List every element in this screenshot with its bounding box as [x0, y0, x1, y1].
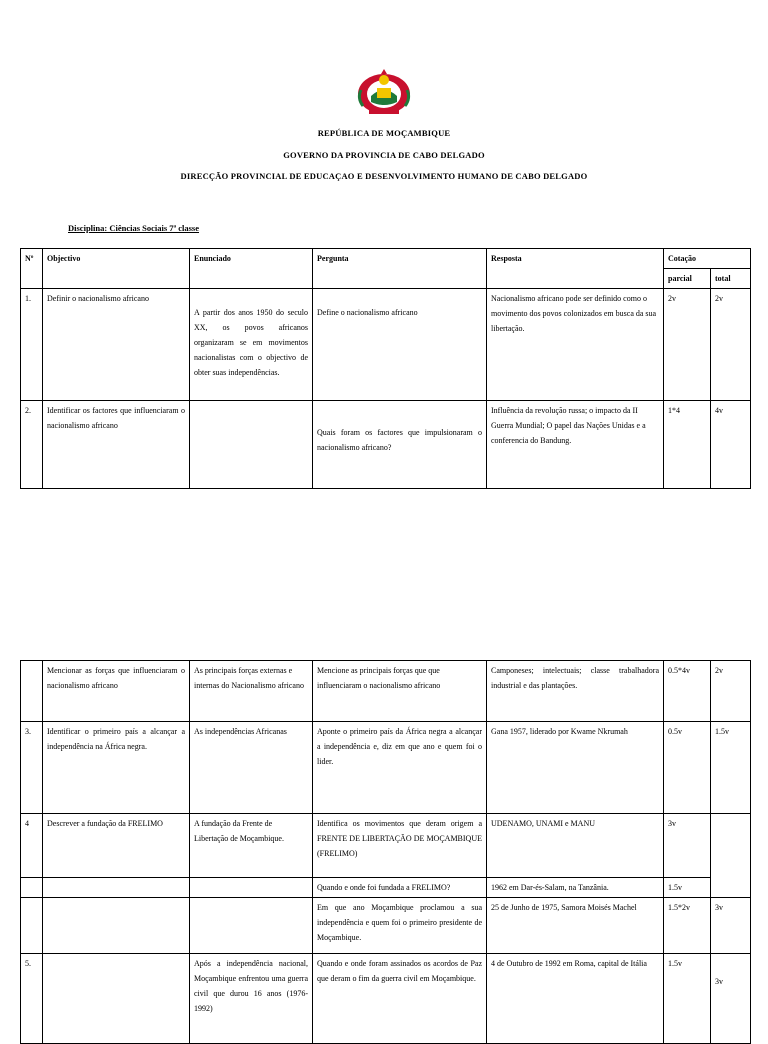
row-statement: As independências Africanas — [190, 722, 313, 814]
row-answer: UDENAMO, UNAMI e MANU — [487, 814, 664, 878]
row-objective: Identificar o primeiro país a alcançar a independência na África negra. — [43, 722, 190, 814]
header-government: GOVERNO DA PROVINCIA DE CABO DELGADO — [283, 150, 485, 160]
row-number — [21, 898, 43, 954]
row-number: 4 — [21, 814, 43, 878]
row-partial: 0.5*4v — [664, 661, 711, 722]
header-republic: REPÚBLICA DE MOÇAMBIQUE — [317, 128, 451, 138]
row-question: Em que ano Moçambique proclamou a sua independência e quem foi o primeiro presidente de Moçambique. — [313, 898, 487, 954]
row-number: 5. — [21, 954, 43, 1044]
row-objective — [43, 954, 190, 1044]
row-number: 1. — [21, 289, 43, 401]
row-statement — [190, 401, 313, 489]
table-row — [21, 954, 751, 1044]
table-row — [21, 878, 751, 898]
row-partial: 0.5v — [664, 722, 711, 814]
row-objective — [43, 898, 190, 954]
row-total: 4v — [711, 401, 751, 489]
col-header-statement: Enunciado — [190, 249, 313, 289]
table-row — [21, 401, 751, 489]
row-answer: Influência da revolução russa; o impacto da II Guerra Mundial; O papel das Nações Unidas e a conferencia do Bandung. — [487, 401, 664, 489]
row-statement: Após a independência nacional, Moçambique enfrentou uma guerra civil que durou 16 anos (1976-1992) — [190, 954, 313, 1044]
row-statement — [190, 878, 313, 898]
header-directorate: DIRECÇÃO PROVINCIAL DE EDUCAÇAO E DESENVOLVIMENTO HUMANO DE CABO DELGADO — [180, 171, 588, 181]
row-objective — [43, 878, 190, 898]
row-total: 2v — [711, 289, 751, 401]
row-question: Define o nacionalismo africano — [313, 289, 487, 401]
col-header-score: Cotação — [664, 249, 751, 269]
table-row — [21, 289, 751, 401]
row-total: 2v — [711, 661, 751, 722]
row-question: Mencione as principais forças que que influenciaram o nacionalismo africano — [313, 661, 487, 722]
row-partial: 1.5v — [664, 878, 711, 898]
row-answer: Gana 1957, liderado por Kwame Nkrumah — [487, 722, 664, 814]
table-row — [21, 722, 751, 814]
col-header-total: total — [711, 269, 751, 289]
col-header-partial: parcial — [664, 269, 711, 289]
row-answer: 4 de Outubro de 1992 em Roma, capital de Itália — [487, 954, 664, 1044]
table-row — [21, 814, 751, 878]
row-question: Aponte o primeiro país da África negra a alcançar a independência e, diz em que ano e quem foi o lider. — [313, 722, 487, 814]
row-total: 3v — [711, 954, 751, 1044]
table-row — [21, 898, 751, 954]
row-partial: 1.5v — [664, 954, 711, 1044]
row-partial: 3v — [664, 814, 711, 878]
row-question: Quais foram os factores que impulsionaram o nacionalismo africano? — [313, 401, 487, 489]
row-partial: 1.5*2v — [664, 898, 711, 954]
row-answer: 25 de Junho de 1975, Samora Moisés Machel — [487, 898, 664, 954]
row-objective: Mencionar as forças que influenciaram o nacionalismo africano — [43, 661, 190, 722]
row-objective: Identificar os factores que influenciaram o nacionalismo africano — [43, 401, 190, 489]
table-row — [21, 661, 751, 722]
coat-of-arms-emblem — [355, 68, 413, 116]
row-number: 2. — [21, 401, 43, 489]
row-total — [711, 814, 751, 898]
row-question: Quando e onde foi fundada a FRELIMO? — [313, 878, 487, 898]
row-answer: 1962 em Dar-és-Salam, na Tanzânia. — [487, 878, 664, 898]
row-total: 1.5v — [711, 722, 751, 814]
subject-title: Disciplina: Ciências Sociais 7ª classe — [68, 223, 199, 233]
row-partial: 1*4 — [664, 401, 711, 489]
row-answer: Camponeses; intelectuais; classe trabalhadora industrial e das plantações. — [487, 661, 664, 722]
row-statement: As principais forças externas e internas do Nacionalismo africano — [190, 661, 313, 722]
row-number — [21, 878, 43, 898]
row-question: Quando e onde foram assinados os acordos de Paz que deram o fim da guerra civil em Moçambique. — [313, 954, 487, 1044]
col-header-no: Nº — [21, 249, 43, 289]
row-objective: Descrever a fundação da FRELIMO — [43, 814, 190, 878]
row-statement — [190, 898, 313, 954]
row-statement: A fundação da Frente de Libertação de Moçambique. — [190, 814, 313, 878]
row-partial: 2v — [664, 289, 711, 401]
row-objective: Definir o nacionalismo africano — [43, 289, 190, 401]
row-answer: Nacionalismo africano pode ser definido como o movimento dos povos colonizados em busca da sua libertação. — [487, 289, 664, 401]
col-header-answer: Resposta — [487, 249, 664, 289]
row-statement: A partir dos anos 1950 do seculo XX, os povos africanos organizaram se em movimentos nacionalistas com o objectivo de obter suas independências. — [190, 289, 313, 401]
col-header-objective: Objectivo — [43, 249, 190, 289]
row-number — [21, 661, 43, 722]
row-question: Identifica os movimentos que deram origem a FRENTE DE LIBERTAÇÃO DE MOÇAMBIQUE (FRELIMO) — [313, 814, 487, 878]
row-number: 3. — [21, 722, 43, 814]
questions-table-page1 — [20, 248, 751, 489]
row-total: 3v — [711, 898, 751, 954]
col-header-question: Pergunta — [313, 249, 487, 289]
questions-table-page2 — [20, 660, 751, 1044]
